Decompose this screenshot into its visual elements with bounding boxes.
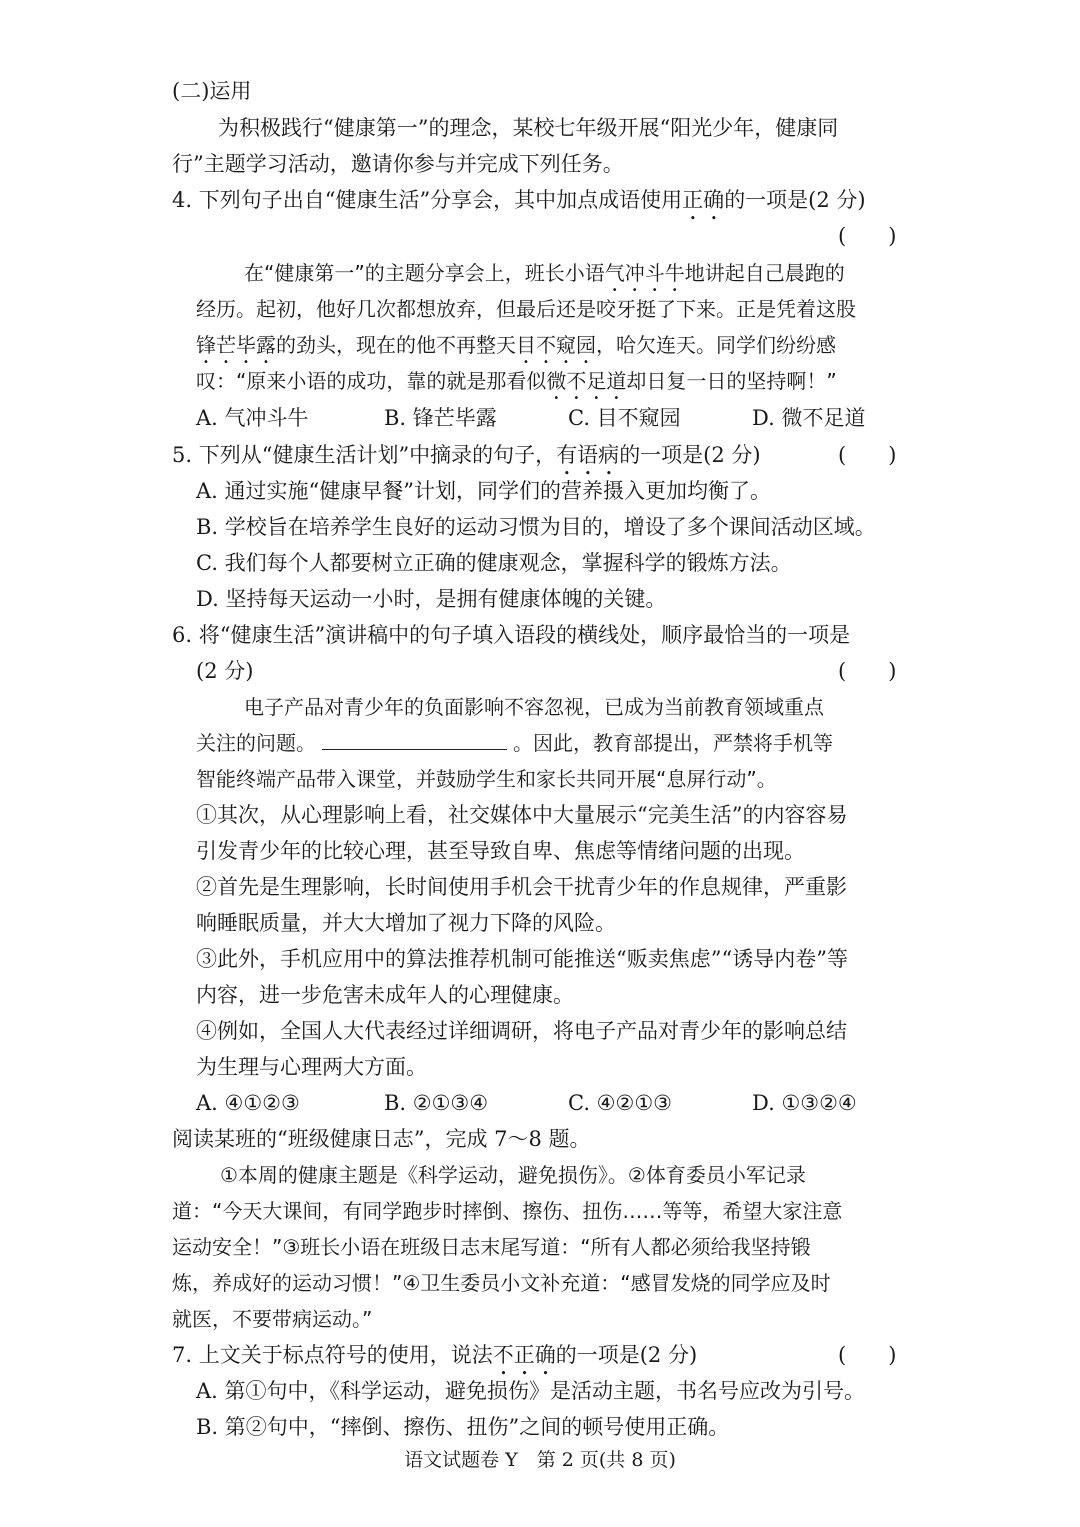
q7-option-b: B. 第②句中，“摔倒、擦伤、扭伤”之间的顿号使用正确。 — [196, 1415, 730, 1439]
reading-intro: 阅读某班的“班级健康日志”，完成 7～8 题。 — [172, 1127, 591, 1151]
page-footer: 语文试题卷 Y 第 2 页(共 8 页) — [404, 1449, 676, 1471]
q4-passage-line-2: 经历。起初，他好几次都想放弃，但最后还是咬牙挺了下来。正是凭着这股 — [196, 297, 856, 321]
q4-passage-line-4: 叹：“原来小语的成功，靠的就是那看似微不足道却日复一日的坚持啊！” — [196, 369, 837, 393]
q6-passage-line-1: 电子产品对青少年的负面影响不容忽视，已成为当前教育领域重点 — [244, 695, 824, 719]
q6-stem-points: (2 分) — [196, 659, 254, 683]
health-log-line-1: ①本周的健康主题是《科学运动，避免损伤》。②体育委员小军记录 — [220, 1163, 806, 1187]
health-log-line-3: 运动安全！”③班长小语在班级日志末尾写道：“所有人都必须给我坚持锻 — [172, 1235, 811, 1259]
section-title: (二)运用 — [172, 79, 252, 103]
emphasis-dots: 正确 — [682, 188, 725, 212]
q4-option-a: A. 气冲斗牛 — [196, 406, 309, 430]
q6-option-b: B. ②①③④ — [384, 1091, 489, 1115]
q4-passage-line-3: 锋芒毕露的劲头，现在的他不再整天目不窥园，哈欠连天。同学们纷纷感 — [196, 333, 836, 357]
q6-sentence-3b: 内容，进一步危害未成年人的心理健康。 — [196, 983, 574, 1007]
q6-stem: 6. 将“健康生活”演讲稿中的句子填入语段的横线处，顺序最恰当的一项是 — [172, 623, 851, 647]
q6-option-d: D. ①③②④ — [752, 1091, 857, 1115]
q6-sentence-2a: ②首先是生理影响，长时间使用手机会干扰青少年的作息规律，严重影 — [196, 875, 847, 899]
fill-in-blank-line — [322, 729, 507, 750]
q6-sentence-1b: 引发青少年的比较心理，甚至导致自卑、焦虑等情绪问题的出现。 — [196, 839, 805, 863]
q5-answer-bracket: ( ) — [838, 443, 897, 467]
health-log-line-4: 炼，养成好的运动习惯！”④卫生委员小文补充道：“感冒发烧的同学应及时 — [172, 1271, 831, 1295]
q4-stem: 4. 下列句子出自“健康生活”分享会，其中加点成语使用正确的一项是(2 分) — [172, 188, 866, 212]
q6-sentence-1a: ①其次，从心理影响上看，社交媒体中大量展示“完美生活”的内容容易 — [196, 803, 848, 827]
q6-answer-bracket: ( ) — [838, 659, 897, 683]
q6-sentence-4a: ④例如，全国人大代表经过详细调研，将电子产品对青少年的影响总结 — [196, 1019, 847, 1043]
q4-option-c: C. 目不窥园 — [568, 406, 681, 430]
q7-stem: 7. 上文关于标点符号的使用，说法不正确的一项是(2 分) — [172, 1343, 698, 1367]
health-log-line-5: 就医，不要带病运动。” — [172, 1307, 373, 1331]
q4-passage-line-1: 在“健康第一”的主题分享会上，班长小语气冲斗牛地讲起自己晨跑的 — [244, 261, 845, 285]
q5-option-d: D. 坚持每天运动一小时，是拥有健康体魄的关键。 — [196, 587, 667, 611]
q5-option-c: C. 我们每个人都要树立正确的健康观念，掌握科学的锻炼方法。 — [196, 551, 792, 575]
q6-option-c: C. ④②①③ — [568, 1091, 672, 1115]
q5-option-b: B. 学校旨在培养学生良好的运动习惯为目的，增设了多个课间活动区域。 — [196, 515, 876, 539]
q6-sentence-4b: 为生理与心理两大方面。 — [196, 1055, 427, 1079]
q6-option-a: A. ④①②③ — [196, 1091, 300, 1115]
intro-line-2: 行”主题学习活动，邀请你参与并完成下列任务。 — [172, 152, 624, 176]
q7-answer-bracket: ( ) — [838, 1343, 897, 1367]
q6-passage-line-3: 智能终端产品带入课堂，并鼓励学生和家长共同开展“息屏行动”。 — [196, 767, 777, 791]
q4-option-d: D. 微不足道 — [752, 406, 866, 430]
q7-option-a: A. 第①句中，《科学运动，避免损伤》是活动主题，书名号应改为引号。 — [196, 1379, 866, 1403]
q6-passage-line-2: 关注的问题。 。因此，教育部提出，严禁将手机等 — [196, 731, 833, 755]
intro-line-1: 为积极践行“健康第一”的理念，某校七年级开展“阳光少年，健康同 — [218, 116, 839, 140]
q6-sentence-2b: 响睡眠质量，并大大增加了视力下降的风险。 — [196, 911, 616, 935]
q6-sentence-3a: ③此外，手机应用中的算法推荐机制可能推送“贩卖焦虑”“诱导内卷”等 — [196, 947, 848, 971]
q4-option-b: B. 锋芒毕露 — [384, 406, 497, 430]
q5-stem: 5. 下列从“健康生活计划”中摘录的句子，有语病的一项是(2 分) — [172, 443, 761, 467]
q4-answer-bracket: ( ) — [838, 224, 897, 248]
health-log-line-2: 道：“今天大课间，有同学跑步时摔倒、擦伤、扭伤……等等，希望大家注意 — [172, 1199, 843, 1223]
q5-option-a: A. 通过实施“健康早餐”计划，同学们的营养摄入更加均衡了。 — [196, 479, 771, 503]
